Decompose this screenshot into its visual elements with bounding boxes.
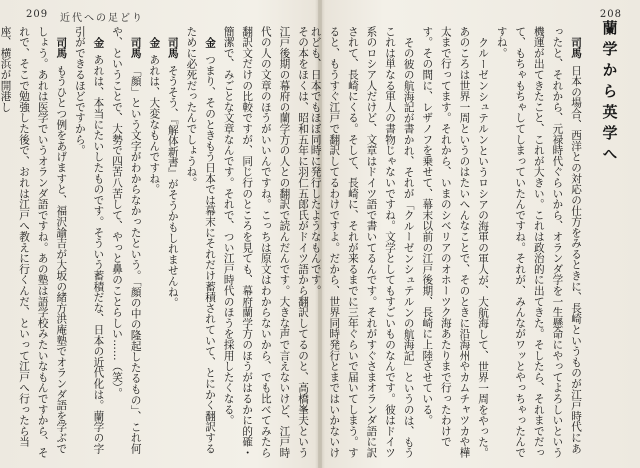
dialogue-paragraph [492, 26, 585, 464]
paragraph [418, 26, 492, 464]
speaker-name: 金 [204, 36, 217, 48]
dialogue-paragraph [182, 26, 219, 464]
dialogue-paragraph [107, 26, 144, 464]
speaker-name: 司馬 [570, 36, 582, 59]
right-page-number: 208 [599, 9, 622, 20]
paragraph [219, 26, 312, 464]
paragraph-text: そうそう、『解体新書』がそうかもしれませんね。 [166, 64, 179, 308]
paragraph-text: クルーゼンシュテルンというロシアの海軍の軍人が、大航海して、世界一周をやった。あのころは世界一周というのはたいへんなことで、そのときに沿海州やカムチャツカや樺太まで行ってます。それから、いまのシベリアのオホーツク海あたりまで行ったわけです。その間に、レザノフを乗せて、幕末以前の江戸後期、長崎に上陸させている。 [421, 26, 490, 458]
paragraph-text: あれは、大変なもんですね。 [148, 53, 161, 195]
paragraph-text: その彼の航海記が書かれ、それが「クルーゼンシュテルンの航海記」というのは、もうこれは単なる軍人の書物じゃないですね。文学としてもすごいものなんです。彼はドイツ系のロシア人だけど、文章はドイツ語で書いてるんです。それがすぐさまオランダ語に訳されて、長崎にくる。そして、長崎に、それが来るまでに三年ぐらいで届いてしまう。すると、もうすぐ江戸で翻訳してるわけですよ。だから、世界同時発行とまではいかないけれども、日本でもほぼ同時に発行したようなもんです。 [309, 26, 415, 458]
dialogue-paragraph [163, 26, 182, 464]
chapter-title: 蘭学から英学へ [600, 20, 619, 167]
dialogue-paragraph [145, 26, 164, 464]
left-page-body [0, 26, 312, 464]
paragraph-text: 日本の場合、西洋との対応の仕方をみるときに、長崎というものが江戸時代にあったと、それから、元禄時代ぐらいから、オランダ学を一生懸命にやってよろしいという機運が出てきたこと、これが大きい。これは政治的に出てきた。そしたら、それまでだって、もちゃもちゃしてしまっていたんですね。それが、みんながワッとやっちゃったんですね。 [495, 26, 582, 458]
speaker-name: 金 [92, 36, 105, 48]
speaker-name: 金 [148, 36, 161, 48]
dialogue-paragraph [70, 26, 107, 464]
paragraph-text: もうひとつ例をあげますと、福沢諭吉が大坂の緒方洪庵塾でオランダ語を学ぶでしょう。あれは医学でいうオランダ語ですね。あの塾は語学校みたいなもんですから、それで、そこで勉強した後で、おれは江戸へ教えに行くんだ、といって江戸へ行ったら当座、横浜が開港し [0, 26, 68, 458]
paragraph [306, 26, 418, 464]
speaker-name: 司馬 [129, 36, 142, 59]
running-head: 近代への足どり [60, 13, 144, 24]
left-page-number: 209 [26, 9, 49, 20]
dialogue-paragraph [0, 26, 70, 464]
paragraph-text: あれは、本当にたいしたものです。そういう蓄積だな、日本の近代化は。蘭学の字引ができるほどですから。 [73, 26, 105, 454]
paragraph-text: つまり、そのときもう日本では幕末にそれだけ蓄積されていて、とにかく翻訳するために必死だったんでしょうね。 [185, 26, 217, 454]
right-page-body [309, 26, 585, 464]
paragraph-text: その本をほくは、昭和五年に羽仁五郎氏がドイツ語から翻訳してるのと、高橋峯夫という江戸後期の幕府の蘭学方の人との翻訳で読んだんです。大きな声で言えないけど、江戸時代の人の文章のほうがいいんですね。こっちは原文はわからないから、でも比べてみたら翻訳文だけの比較ですが、同じ行のところを見ても、幕府蘭学方のほうがはるかに的確・簡潔で、みごとな文章なんです。それで、つい江戸時代のほうを採用したくなる。 [222, 26, 309, 458]
speaker-name: 司馬 [55, 36, 68, 59]
paragraph-text: 「顔」という文字がわからなかったという。「顔の中の隆起したるもの」、これ何や、ということで、大勢で四苦八苦して、やっと鼻のことらしい……（笑）。 [111, 26, 142, 454]
speaker-name: 司馬 [166, 36, 179, 59]
